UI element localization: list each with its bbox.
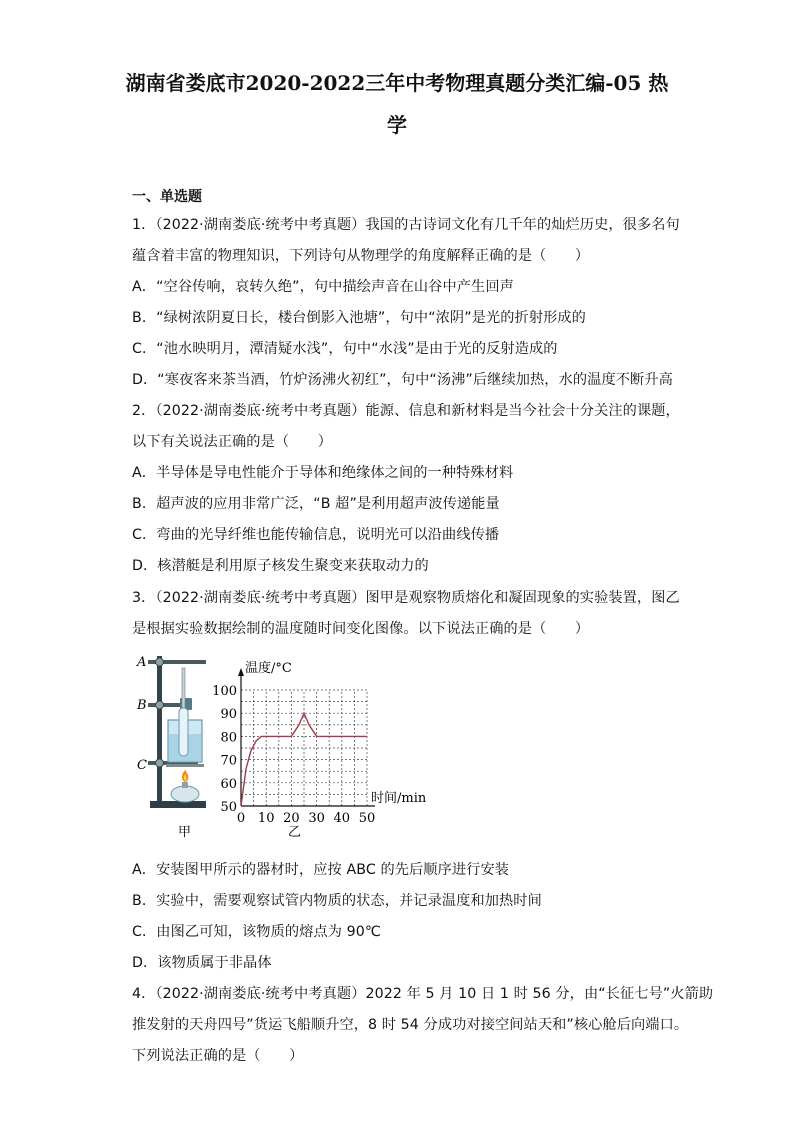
label-a: A xyxy=(137,655,147,670)
question-3-stem: 3．（2022·湖南娄底·统考中考真题）图甲是观察物质熔化和凝固现象的实验装置，图乙 xyxy=(132,590,680,606)
y-tick-label: 90 xyxy=(220,707,237,723)
document-title-continued: 学 xyxy=(387,113,407,137)
caption-jia: 甲 xyxy=(178,825,192,840)
question-3-option-a: A．安装图甲所示的器材时，应按 ABC 的先后顺序进行安装 xyxy=(132,862,510,878)
stand-base xyxy=(150,801,206,808)
x-tick-label: 50 xyxy=(358,811,376,826)
question-3-stem-continued: 是根据实验数据绘制的温度随时间变化图像。以下说法正确的是（ ） xyxy=(132,621,590,637)
question-2-option-c: C．弯曲的光导纤维也能传输信息，说明光可以沿曲线传播 xyxy=(132,527,500,543)
question-2-stem-continued: 以下有关说法正确的是（ ） xyxy=(132,434,333,450)
x-tick-label: 20 xyxy=(283,811,300,826)
question-3-figure xyxy=(132,648,452,848)
y-tick-label: 70 xyxy=(220,753,237,769)
lab-apparatus xyxy=(136,655,206,840)
question-4-stem-continued: 推发射的天舟四号”货运飞船顺升空，8 时 54 分成功对接空间站天和”核心舱后向端口。 xyxy=(132,1017,689,1033)
question-1-option-d: D．“寒夜客来茶当酒，竹炉汤沸火初红”，句中“汤沸”后继续加热，水的温度不断升高 xyxy=(132,372,673,388)
temperature-time-chart xyxy=(212,660,427,840)
question-1-option-b: B．“绿树浓阴夏日长，楼台倒影入池塘”，句中“浓阴”是光的折射形成的 xyxy=(132,310,586,326)
question-2-option-b: B．超声波的应用非常广泛，“B 超”是利用超声波传递能量 xyxy=(132,496,500,512)
x-tick-label: 30 xyxy=(308,811,325,826)
question-3-option-d: D．该物质属于非晶体 xyxy=(132,955,272,971)
y-tick-label: 80 xyxy=(220,730,237,746)
alcohol-lamp xyxy=(171,786,199,802)
x-axis-label: 时间/min xyxy=(371,791,427,806)
question-2-option-a: A．半导体是导电性能介于导体和绝缘体之间的一种特殊材料 xyxy=(132,465,514,481)
x-tick-label: 0 xyxy=(236,811,246,826)
y-axis-label: 温度/°C xyxy=(245,661,292,676)
y-axis-arrow xyxy=(238,668,244,676)
y-tick-label: 60 xyxy=(220,776,237,792)
chart-grid xyxy=(241,690,367,806)
question-1-stem-continued: 蕴含着丰富的物理知识，下列诗句从物理学的角度解释正确的是（ ） xyxy=(132,248,590,264)
question-2-option-d: D．核潜艇是利用原子核发生聚变来获取动力的 xyxy=(132,558,429,574)
x-tick-label: 40 xyxy=(333,811,351,826)
question-1-option-c: C．“池水映明月，潭清疑水浅”，句中“水浅”是由于光的反射造成的 xyxy=(132,341,558,357)
question-4-stem: 4．（2022·湖南娄底·统考中考真题）2022 年 5 月 10 日 1 时 56 分，由“长征七号”火箭助 xyxy=(132,986,714,1002)
y-tick-label: 50 xyxy=(220,800,237,815)
caption-yi: 乙 xyxy=(288,825,302,840)
document-title: 湖南省娄底市2020-2022三年中考物理真题分类汇编-05 热 xyxy=(125,71,669,95)
label-c: C xyxy=(137,758,147,773)
question-2-stem: 2．（2022·湖南娄底·统考中考真题）能源、信息和新材料是当今社会十分关注的课题， xyxy=(132,403,680,419)
x-tick-label: 10 xyxy=(257,811,275,826)
question-1-stem: 1．（2022·湖南娄底·统考中考真题）我国的古诗词文化有几千年的灿烂历史，很多名句 xyxy=(132,217,680,233)
question-3-option-c: C．由图乙可知，该物质的熔点为 90℃ xyxy=(132,924,381,940)
question-3-option-b: B．实验中，需要观察试管内物质的状态，并记录温度和加热时间 xyxy=(132,893,542,909)
y-tick-label: 100 xyxy=(212,684,237,699)
chart-ticks xyxy=(212,684,375,826)
section-heading: 一、单选题 xyxy=(132,189,202,205)
stand-pole xyxy=(157,656,162,802)
question-4-stem-continued-2: 下列说法正确的是（ ） xyxy=(132,1048,304,1064)
test-tube xyxy=(179,708,188,756)
label-b: B xyxy=(137,698,147,713)
question-1-option-a: A．“空谷传响，哀转久绝”，句中描绘声音在山谷中产生回声 xyxy=(132,279,514,295)
